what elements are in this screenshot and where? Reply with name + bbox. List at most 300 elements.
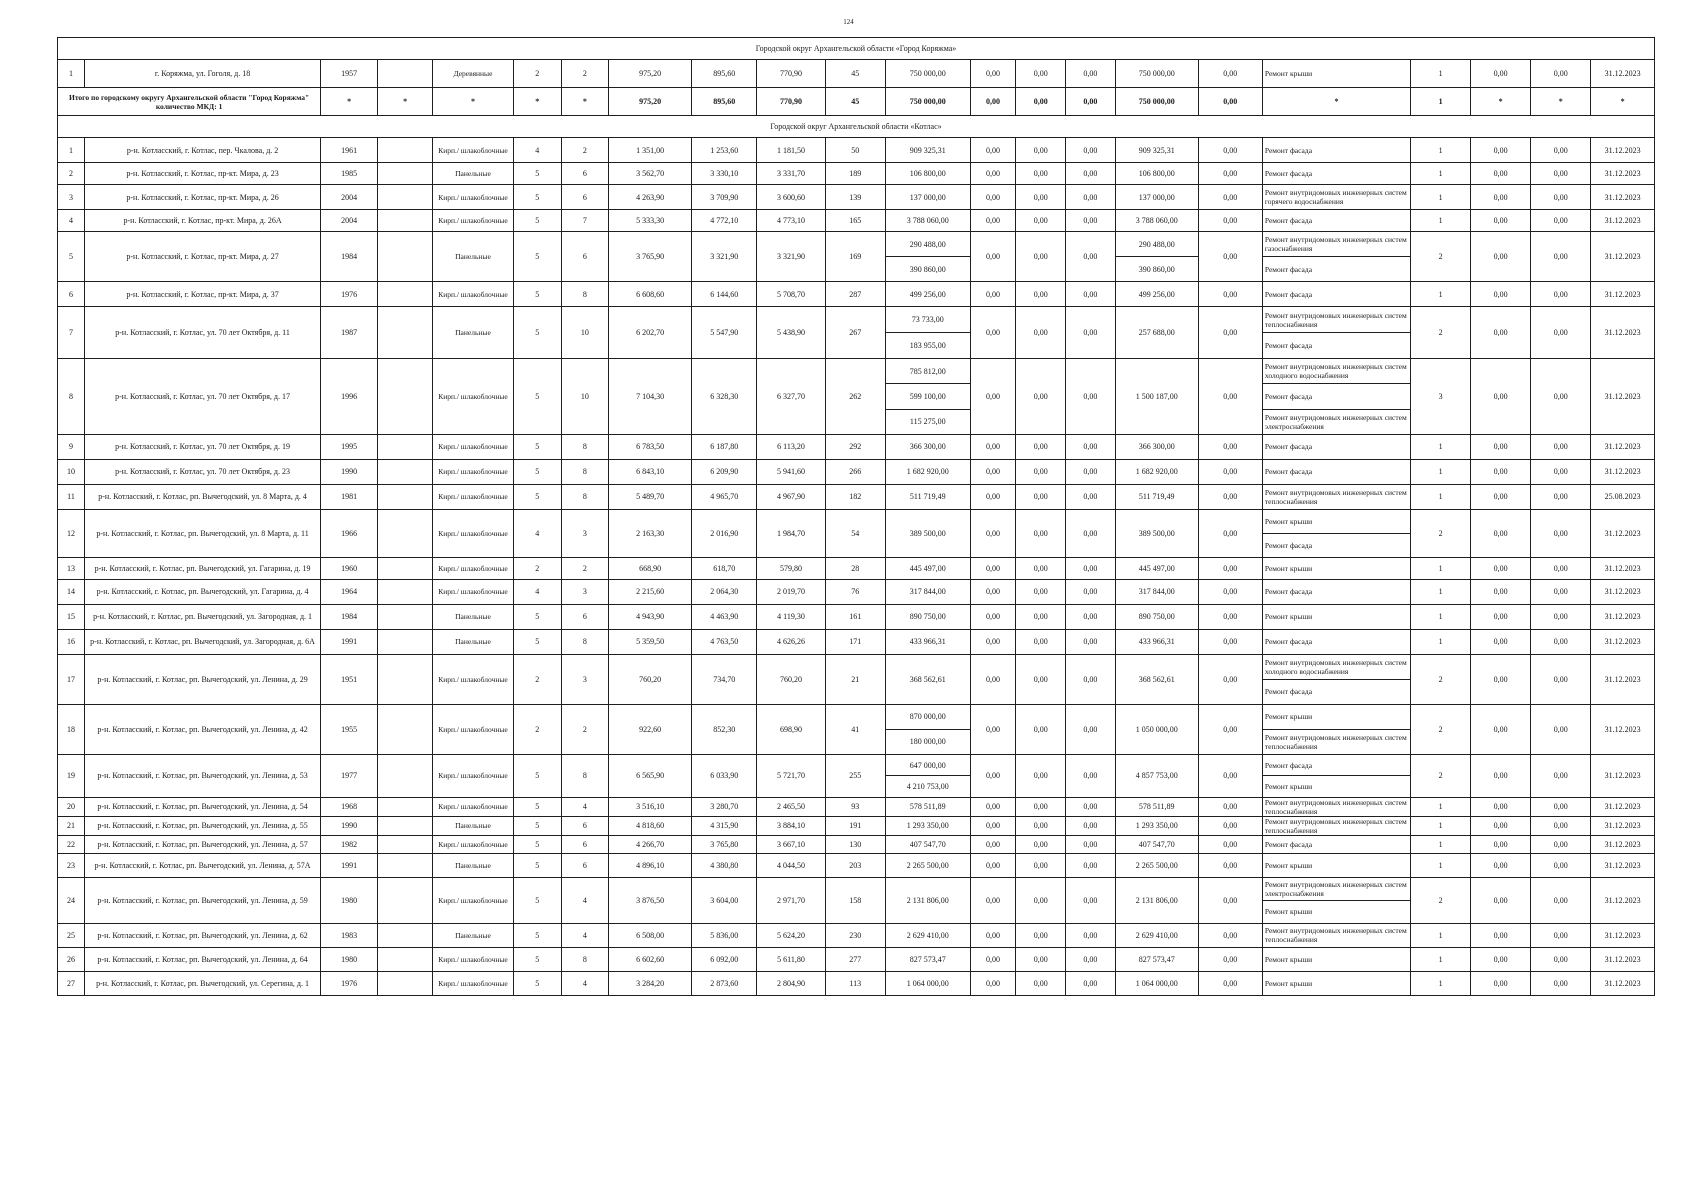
year-built-cell: 1996 [321, 359, 378, 435]
premises-area-cell: 6 092,00 [692, 947, 757, 971]
municipal-budget-cell: 0,00 [1066, 604, 1116, 629]
municipal-budget-cell: 0,00 [1066, 557, 1116, 579]
fund-cell: 0,00 [970, 654, 1016, 704]
premises-area-cell: 618,70 [692, 557, 757, 579]
floors-cell: 5 [513, 210, 561, 232]
cost2-cell: 0,00 [1471, 509, 1531, 557]
year-built-cell: 1980 [321, 947, 378, 971]
row-number: 25 [58, 923, 85, 947]
limit-cell: 0,00 [1531, 509, 1591, 557]
regional-budget-cell: 0,00 [1016, 877, 1066, 923]
owners-funds-cell: 1 500 187,00 [1115, 359, 1198, 435]
work-type-cell: Ремонт фасада [1262, 333, 1410, 359]
row-number: 9 [58, 434, 85, 459]
completion-date-cell: 25.08.2023 [1591, 484, 1655, 509]
year-built-cell: 1990 [321, 816, 378, 835]
wall-material-cell: Кирп./ шлакоблочные [433, 282, 514, 307]
wall-material-cell: Панельные [433, 816, 514, 835]
total-area-cell: 1 351,00 [609, 138, 692, 163]
group-title: Городской округ Архангельской области «Город Коряжма» [58, 38, 1655, 60]
specific-cost-cell: 0,00 [1198, 509, 1262, 557]
floors-cell: 5 [513, 282, 561, 307]
year-built-cell: 1960 [321, 557, 378, 579]
regional-budget-cell: 0,00 [1016, 138, 1066, 163]
owners-funds-cell: 407 547,70 [1115, 835, 1198, 853]
completion-date-cell: 31.12.2023 [1591, 579, 1655, 604]
municipal-budget-cell: 0,00 [1066, 754, 1116, 797]
address-cell: р-н. Котласский, г. Котлас, рп. Вычегодский, ул. Гагарина, д. 19 [84, 557, 320, 579]
owners-funds-cell: 2 131 806,00 [1115, 877, 1198, 923]
premises-area-cell: 734,70 [692, 654, 757, 704]
premises-area-cell: 2 873,60 [692, 971, 757, 995]
total-owners-cell: 750 000,00 [1115, 88, 1198, 116]
row-number: 5 [58, 232, 85, 282]
premises-area-cell: 5 547,90 [692, 307, 757, 359]
owners-funds-cell: 3 788 060,00 [1115, 210, 1198, 232]
entrances-cell: 7 [561, 210, 609, 232]
floors-cell: 5 [513, 163, 561, 185]
works-count-cell: 2 [1411, 509, 1471, 557]
residential-area-cell: 4 773,10 [757, 210, 825, 232]
residential-area-cell: 3 600,60 [757, 185, 825, 210]
municipal-budget-cell: 0,00 [1066, 185, 1116, 210]
residents-cell: 267 [825, 307, 885, 359]
premises-area-cell: 3 765,80 [692, 835, 757, 853]
residents-cell: 28 [825, 557, 885, 579]
entrances-cell: 8 [561, 754, 609, 797]
works-count-cell: 1 [1411, 484, 1471, 509]
limit-cell: 0,00 [1531, 232, 1591, 282]
cost-cell: 407 547,70 [885, 835, 970, 853]
cost2-cell: 0,00 [1471, 459, 1531, 484]
table-row [58, 816, 1655, 835]
owners-funds-cell: 368 562,61 [1115, 654, 1198, 704]
specific-cost-cell: 0,00 [1198, 307, 1262, 359]
specific-cost-cell: 0,00 [1198, 797, 1262, 816]
completion-date-cell: 31.12.2023 [1591, 754, 1655, 797]
works-count-cell: 1 [1411, 629, 1471, 654]
works-count-cell: 1 [1411, 835, 1471, 853]
year-built-cell: 1984 [321, 604, 378, 629]
limit-cell: 0,00 [1531, 923, 1591, 947]
total-area-cell: 2 215,60 [609, 579, 692, 604]
year-built-cell: 1957 [321, 60, 378, 88]
year-built-cell: 1985 [321, 163, 378, 185]
cost-cell: 750 000,00 [885, 60, 970, 88]
premises-area-cell: 3 321,90 [692, 232, 757, 282]
regional-budget-cell: 0,00 [1016, 484, 1066, 509]
cost-cell: 317 844,00 [885, 579, 970, 604]
total-cost2-cell: * [1471, 88, 1531, 116]
municipal-budget-cell: 0,00 [1066, 704, 1116, 754]
cost2-cell: 0,00 [1471, 557, 1531, 579]
cost2-cell: 0,00 [1471, 816, 1531, 835]
cost-cell: 390 860,00 [885, 257, 970, 282]
specific-cost-cell: 0,00 [1198, 60, 1262, 88]
year-renovated-cell [378, 704, 433, 754]
residents-cell: 130 [825, 835, 885, 853]
year-built-cell: 1964 [321, 579, 378, 604]
entrances-cell: 6 [561, 853, 609, 877]
works-count-cell: 1 [1411, 797, 1471, 816]
cost-cell: 909 325,31 [885, 138, 970, 163]
fund-cell: 0,00 [970, 459, 1016, 484]
total-area-cell: 7 104,30 [609, 359, 692, 435]
works-count-cell: 2 [1411, 704, 1471, 754]
year-renovated-cell [378, 797, 433, 816]
municipal-budget-cell: 0,00 [1066, 971, 1116, 995]
cost-cell: 1 682 920,00 [885, 459, 970, 484]
total-area-cell: 6 508,00 [609, 923, 692, 947]
work-type-cell: Ремонт внутридомовых инженерных систем холодного водоснабжения [1262, 359, 1410, 384]
year-built-cell: 1987 [321, 307, 378, 359]
table-row [58, 877, 1655, 900]
wall-material-cell: Панельные [433, 163, 514, 185]
entrances-cell: 10 [561, 307, 609, 359]
entrances-cell: 4 [561, 971, 609, 995]
year-built-cell: 1980 [321, 877, 378, 923]
address-cell: р-н. Котласский, г. Котлас, пер. Чкалова, д. 2 [84, 138, 320, 163]
works-count-cell: 2 [1411, 307, 1471, 359]
address-cell: р-н. Котласский, г. Котлас, пр-кт. Мира, д. 26А [84, 210, 320, 232]
fund-cell: 0,00 [970, 704, 1016, 754]
work-type-cell: Ремонт фасада [1262, 579, 1410, 604]
municipal-budget-cell: 0,00 [1066, 509, 1116, 557]
address-cell: р-н. Котласский, г. Котлас, рп. Вычегодский, ул. Ленина, д. 57А [84, 853, 320, 877]
year-renovated-cell [378, 604, 433, 629]
cost2-cell: 0,00 [1471, 359, 1531, 435]
works-count-cell: 1 [1411, 853, 1471, 877]
year-renovated-cell [378, 138, 433, 163]
residential-area-cell: 4 044,50 [757, 853, 825, 877]
limit-cell: 0,00 [1531, 797, 1591, 816]
address-cell: р-н. Котласский, г. Котлас, рп. Вычегодский, ул. 8 Марта, д. 11 [84, 509, 320, 557]
year-renovated-cell [378, 971, 433, 995]
residential-area-cell: 2 019,70 [757, 579, 825, 604]
entrances-cell: 2 [561, 557, 609, 579]
residents-cell: 191 [825, 816, 885, 835]
premises-area-cell: 3 604,00 [692, 877, 757, 923]
work-type-cell: Ремонт внутридомовых инженерных систем теплоснабжения [1262, 484, 1410, 509]
works-count-cell: 1 [1411, 210, 1471, 232]
cost2-cell: 0,00 [1471, 138, 1531, 163]
specific-cost-cell: 0,00 [1198, 604, 1262, 629]
municipal-budget-cell: 0,00 [1066, 210, 1116, 232]
total-residents-cell: 45 [825, 88, 885, 116]
cost-cell: 785 812,00 [885, 359, 970, 384]
completion-date-cell: 31.12.2023 [1591, 163, 1655, 185]
total-area-cell: 6 202,70 [609, 307, 692, 359]
work-type-cell: Ремонт крыши [1262, 704, 1410, 729]
residential-area-cell: 1 984,70 [757, 509, 825, 557]
total-row [58, 88, 1655, 116]
work-type-cell: Ремонт внутридомовых инженерных систем электроснабжения [1262, 877, 1410, 900]
cost2-cell: 0,00 [1471, 877, 1531, 923]
residents-cell: 189 [825, 163, 885, 185]
residential-area-cell: 2 804,90 [757, 971, 825, 995]
row-number: 17 [58, 654, 85, 704]
completion-date-cell: 31.12.2023 [1591, 797, 1655, 816]
floors-cell: 5 [513, 754, 561, 797]
entrances-cell: 8 [561, 484, 609, 509]
premises-area-cell: 6 033,90 [692, 754, 757, 797]
limit-cell: 0,00 [1531, 307, 1591, 359]
works-count-cell: 1 [1411, 185, 1471, 210]
table-row [58, 210, 1655, 232]
regional-budget-cell: 0,00 [1016, 835, 1066, 853]
total-area-cell: 3 765,90 [609, 232, 692, 282]
wall-material-cell: Панельные [433, 853, 514, 877]
specific-cost-cell: 0,00 [1198, 163, 1262, 185]
completion-date-cell: 31.12.2023 [1591, 509, 1655, 557]
table-row [58, 185, 1655, 210]
work-type-cell: Ремонт крыши [1262, 853, 1410, 877]
entrances-cell: 6 [561, 604, 609, 629]
entrances-cell: 4 [561, 923, 609, 947]
municipal-budget-cell: 0,00 [1066, 434, 1116, 459]
work-type-cell: Ремонт фасада [1262, 282, 1410, 307]
specific-cost-cell: 0,00 [1198, 138, 1262, 163]
cost2-cell: 0,00 [1471, 210, 1531, 232]
completion-date-cell: 31.12.2023 [1591, 232, 1655, 282]
row-number: 4 [58, 210, 85, 232]
total-area-cell: 922,60 [609, 704, 692, 754]
year-built-cell: 1976 [321, 971, 378, 995]
entrances-cell: 3 [561, 509, 609, 557]
address-cell: р-н. Котласский, г. Котлас, пр-кт. Мира, д. 37 [84, 282, 320, 307]
floors-cell: 4 [513, 509, 561, 557]
total-d2-cell: * [378, 88, 433, 116]
residents-cell: 182 [825, 484, 885, 509]
residents-cell: 165 [825, 210, 885, 232]
cost-cell: 366 300,00 [885, 434, 970, 459]
residential-area-cell: 5 721,70 [757, 754, 825, 797]
table-row [58, 754, 1655, 776]
floors-cell: 2 [513, 557, 561, 579]
completion-date-cell: 31.12.2023 [1591, 434, 1655, 459]
work-type-cell: Ремонт внутридомовых инженерных систем теплоснабжения [1262, 816, 1410, 835]
regional-budget-cell: 0,00 [1016, 509, 1066, 557]
total-fund-cell: 0,00 [970, 88, 1016, 116]
row-number: 23 [58, 853, 85, 877]
year-renovated-cell [378, 853, 433, 877]
cost-cell: 73 733,00 [885, 307, 970, 333]
residents-cell: 158 [825, 877, 885, 923]
total-area-all-cell: 895,60 [692, 88, 757, 116]
residents-cell: 169 [825, 232, 885, 282]
limit-cell: 0,00 [1531, 604, 1591, 629]
total-count-cell: 1 [1411, 88, 1471, 116]
total-area-cell: 3 516,10 [609, 797, 692, 816]
total-budget-mun-cell: 0,00 [1066, 88, 1116, 116]
owners-funds-cell: 317 844,00 [1115, 579, 1198, 604]
municipal-budget-cell: 0,00 [1066, 853, 1116, 877]
cost-cell: 137 000,00 [885, 185, 970, 210]
cost-cell: 1 064 000,00 [885, 971, 970, 995]
works-count-cell: 1 [1411, 163, 1471, 185]
municipal-budget-cell: 0,00 [1066, 138, 1116, 163]
municipal-budget-cell: 0,00 [1066, 797, 1116, 816]
works-count-cell: 1 [1411, 604, 1471, 629]
fund-cell: 0,00 [970, 971, 1016, 995]
work-type-cell: Ремонт крыши [1262, 60, 1410, 88]
cost2-cell: 0,00 [1471, 232, 1531, 282]
address-cell: р-н. Котласский, г. Котлас, пр-кт. Мира, д. 27 [84, 232, 320, 282]
premises-area-cell: 4 763,50 [692, 629, 757, 654]
works-count-cell: 1 [1411, 923, 1471, 947]
cost2-cell: 0,00 [1471, 704, 1531, 754]
year-renovated-cell [378, 557, 433, 579]
year-built-cell: 1976 [321, 282, 378, 307]
total-works-cell: * [1262, 88, 1410, 116]
regional-budget-cell: 0,00 [1016, 282, 1066, 307]
table-row [58, 509, 1655, 533]
completion-date-cell: 31.12.2023 [1591, 835, 1655, 853]
floors-cell: 2 [513, 654, 561, 704]
cost2-cell: 0,00 [1471, 754, 1531, 797]
floors-cell: 5 [513, 877, 561, 923]
limit-cell: 0,00 [1531, 947, 1591, 971]
table-row [58, 629, 1655, 654]
row-number: 10 [58, 459, 85, 484]
table-row [58, 232, 1655, 257]
completion-date-cell: 31.12.2023 [1591, 853, 1655, 877]
work-type-cell: Ремонт внутридомовых инженерных систем теплоснабжения [1262, 307, 1410, 333]
municipal-budget-cell: 0,00 [1066, 60, 1116, 88]
wall-material-cell: Кирп./ шлакоблочные [433, 484, 514, 509]
year-renovated-cell [378, 629, 433, 654]
entrances-cell: 6 [561, 185, 609, 210]
year-built-cell: 1951 [321, 654, 378, 704]
year-renovated-cell [378, 459, 433, 484]
cost-cell: 433 966,31 [885, 629, 970, 654]
floors-cell: 4 [513, 579, 561, 604]
total-area-cell: 3 284,20 [609, 971, 692, 995]
regional-budget-cell: 0,00 [1016, 232, 1066, 282]
address-cell: р-н. Котласский, г. Котлас, рп. Вычегодский, ул. Ленина, д. 29 [84, 654, 320, 704]
total-limit-cell: * [1531, 88, 1591, 116]
work-type-cell: Ремонт крыши [1262, 776, 1410, 798]
year-renovated-cell [378, 210, 433, 232]
wall-material-cell: Кирп./ шлакоблочные [433, 754, 514, 797]
page-number: 124 [843, 18, 854, 26]
cost-cell: 827 573,47 [885, 947, 970, 971]
row-number: 3 [58, 185, 85, 210]
fund-cell: 0,00 [970, 138, 1016, 163]
owners-funds-cell: 106 800,00 [1115, 163, 1198, 185]
fund-cell: 0,00 [970, 60, 1016, 88]
work-type-cell: Ремонт внутридомовых инженерных систем теплоснабжения [1262, 797, 1410, 816]
cost2-cell: 0,00 [1471, 579, 1531, 604]
year-built-cell: 1961 [321, 138, 378, 163]
wall-material-cell: Кирп./ шлакоблочные [433, 654, 514, 704]
year-renovated-cell [378, 484, 433, 509]
work-type-cell: Ремонт крыши [1262, 900, 1410, 923]
limit-cell: 0,00 [1531, 835, 1591, 853]
entrances-cell: 3 [561, 654, 609, 704]
table-row [58, 853, 1655, 877]
cost-cell: 870 000,00 [885, 704, 970, 729]
cost-cell: 1 293 350,00 [885, 816, 970, 835]
owners-funds-cell: 1 293 350,00 [1115, 816, 1198, 835]
entrances-cell: 4 [561, 797, 609, 816]
specific-cost-cell: 0,00 [1198, 971, 1262, 995]
work-type-cell: Ремонт фасада [1262, 384, 1410, 409]
cost2-cell: 0,00 [1471, 185, 1531, 210]
total-d3-cell: * [433, 88, 514, 116]
row-number: 24 [58, 877, 85, 923]
premises-area-cell: 4 772,10 [692, 210, 757, 232]
wall-material-cell: Кирп./ шлакоблочные [433, 359, 514, 435]
cost2-cell: 0,00 [1471, 307, 1531, 359]
completion-date-cell: 31.12.2023 [1591, 971, 1655, 995]
specific-cost-cell: 0,00 [1198, 704, 1262, 754]
cost2-cell: 0,00 [1471, 163, 1531, 185]
cost-cell: 578 511,89 [885, 797, 970, 816]
entrances-cell: 8 [561, 947, 609, 971]
address-cell: р-н. Котласский, г. Котлас, рп. Вычегодский, ул. Загородная, д. 6А [84, 629, 320, 654]
wall-material-cell: Кирп./ шлакоблочные [433, 210, 514, 232]
specific-cost-cell: 0,00 [1198, 923, 1262, 947]
work-type-cell: Ремонт внутридомовых инженерных систем теплоснабжения [1262, 729, 1410, 754]
cost-cell: 890 750,00 [885, 604, 970, 629]
completion-date-cell: 31.12.2023 [1591, 704, 1655, 754]
limit-cell: 0,00 [1531, 579, 1591, 604]
cost-cell: 183 955,00 [885, 333, 970, 359]
wall-material-cell: Панельные [433, 604, 514, 629]
owners-funds-cell: 2 265 500,00 [1115, 853, 1198, 877]
cost-cell: 115 275,00 [885, 409, 970, 434]
residential-area-cell: 760,20 [757, 654, 825, 704]
work-type-cell: Ремонт фасада [1262, 459, 1410, 484]
fund-cell: 0,00 [970, 835, 1016, 853]
work-type-cell: Ремонт фасада [1262, 210, 1410, 232]
address-cell: р-н. Котласский, г. Котлас, рп. Вычегодский, ул. Гагарина, д. 4 [84, 579, 320, 604]
total-area-cell: 6 843,10 [609, 459, 692, 484]
table-row [58, 835, 1655, 853]
fund-cell: 0,00 [970, 210, 1016, 232]
regional-budget-cell: 0,00 [1016, 579, 1066, 604]
owners-funds-cell: 389 500,00 [1115, 509, 1198, 557]
residential-area-cell: 5 438,90 [757, 307, 825, 359]
municipal-budget-cell: 0,00 [1066, 359, 1116, 435]
entrances-cell: 2 [561, 704, 609, 754]
fund-cell: 0,00 [970, 604, 1016, 629]
address-cell: р-н. Котласский, г. Котлас, ул. 70 лет Октября, д. 23 [84, 459, 320, 484]
works-count-cell: 2 [1411, 877, 1471, 923]
limit-cell: 0,00 [1531, 163, 1591, 185]
work-type-cell: Ремонт крыши [1262, 604, 1410, 629]
cost-cell: 106 800,00 [885, 163, 970, 185]
owners-funds-cell: 4 857 753,00 [1115, 754, 1198, 797]
regional-budget-cell: 0,00 [1016, 359, 1066, 435]
residents-cell: 230 [825, 923, 885, 947]
total-area-cell: 6 602,60 [609, 947, 692, 971]
row-number: 27 [58, 971, 85, 995]
entrances-cell: 2 [561, 60, 609, 88]
cost2-cell: 0,00 [1471, 604, 1531, 629]
residential-area-cell: 5 611,80 [757, 947, 825, 971]
cost2-cell: 0,00 [1471, 947, 1531, 971]
residents-cell: 21 [825, 654, 885, 704]
fund-cell: 0,00 [970, 947, 1016, 971]
specific-cost-cell: 0,00 [1198, 434, 1262, 459]
completion-date-cell: 31.12.2023 [1591, 923, 1655, 947]
municipal-budget-cell: 0,00 [1066, 579, 1116, 604]
table-row [58, 459, 1655, 484]
table-row [58, 797, 1655, 816]
specific-cost-cell: 0,00 [1198, 629, 1262, 654]
